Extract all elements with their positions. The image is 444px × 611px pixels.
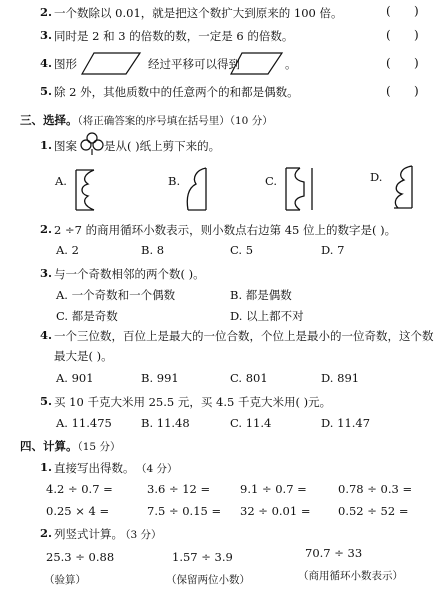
option-label[interactable]: D. 891	[321, 371, 360, 385]
option-label[interactable]: D.	[370, 170, 383, 184]
parallelogram-figure	[80, 50, 142, 76]
option-label[interactable]: A. 2	[56, 243, 79, 257]
option-label[interactable]: A. 901	[56, 371, 94, 385]
question-text-line2: 最大是( )。	[54, 349, 113, 363]
question-text: 2 ÷7 的商用循环小数表示，则小数点右边第 45 位上的数字是( )。	[54, 223, 397, 237]
option-label[interactable]: B. 8	[141, 243, 165, 257]
judge-text: 同时是 2 和 3 的倍数的数，一定是 6 的倍数。	[54, 29, 294, 43]
question-text: 与一个奇数相邻的两个数( )。	[54, 267, 205, 281]
question-number: 1.	[40, 460, 53, 474]
option-label[interactable]: C. 都是奇数	[56, 309, 118, 323]
calc-note: （验算）	[44, 574, 86, 586]
question-number: 2.	[40, 222, 53, 236]
fold-shape-a[interactable]	[70, 168, 102, 212]
parallelogram-figure-result	[228, 50, 284, 76]
option-label[interactable]: A.	[55, 174, 67, 188]
calc-item: 3.6 ÷ 12 =	[147, 482, 211, 496]
option-label[interactable]: A. 一个奇数和一个偶数	[56, 288, 176, 302]
vertical-calc-item: 25.3 ÷ 0.88	[46, 550, 115, 564]
question-number: 1.	[40, 138, 53, 152]
option-label[interactable]: B.	[168, 174, 181, 188]
question-text-line1: 一个三位数，百位上是最大的一位合数，个位上是最小的一位奇数，这个数	[54, 329, 434, 343]
question-score: （3 分）	[120, 529, 162, 541]
fold-shape-d[interactable]	[384, 164, 418, 210]
option-label[interactable]: D. 以上都不对	[230, 309, 304, 323]
calc-note: （保留两位小数）	[166, 574, 250, 586]
judge-text: 一个数除以 0.01，就是把这个数扩大到原来的 100 倍。	[54, 6, 343, 20]
calc-item: 0.52 ÷ 52 =	[338, 504, 409, 518]
judge-number: 5.	[40, 84, 53, 98]
option-label[interactable]: B. 都是偶数	[230, 288, 292, 302]
question-text-pre: 图案	[54, 139, 77, 153]
calc-item: 32 ÷ 0.01 =	[240, 504, 311, 518]
question-number: 4.	[40, 328, 53, 342]
option-label[interactable]: D. 7	[321, 243, 345, 257]
question-text: 列竖式计算。	[54, 527, 123, 541]
option-label[interactable]: C. 801	[230, 371, 268, 385]
judge-number: 3.	[40, 28, 53, 42]
judge-number: 4.	[40, 56, 53, 70]
question-text-post: 是从( )纸上剪下来的。	[104, 139, 221, 153]
vertical-calc-item: 70.7 ÷ 33	[305, 546, 363, 560]
vertical-calc-item: 1.57 ÷ 3.9	[172, 550, 233, 564]
section-heading: 三、选择。（将正确答案的序号填在括号里）（10 分）	[20, 113, 273, 127]
option-label[interactable]: B. 991	[141, 371, 179, 385]
question-text: 直接写出得数。	[54, 461, 135, 475]
calc-item: 7.5 ÷ 0.15 =	[147, 504, 222, 518]
judge-text-post: 。	[285, 57, 297, 71]
option-label[interactable]: A. 11.475	[56, 416, 112, 430]
cloud-pattern-icon	[80, 131, 104, 157]
calc-item: 9.1 ÷ 0.7 =	[240, 482, 307, 496]
calc-note: （商用循环小数表示）	[298, 570, 403, 582]
judge-number: 2.	[40, 5, 53, 19]
fold-shape-b[interactable]	[180, 166, 214, 212]
calc-item: 0.25 × 4 =	[46, 504, 110, 518]
option-label[interactable]: C.	[265, 174, 278, 188]
section-heading: 四、计算。（15 分）	[20, 439, 121, 453]
judge-text-pre: 图形	[54, 57, 77, 71]
question-number: 5.	[40, 394, 53, 408]
calc-item: 4.2 ÷ 0.7 =	[46, 482, 113, 496]
calc-item: 0.78 ÷ 0.3 =	[338, 482, 413, 496]
option-label[interactable]: D. 11.47	[321, 416, 371, 430]
option-label[interactable]: C. 5	[230, 243, 254, 257]
option-label[interactable]: C. 11.4	[230, 416, 272, 430]
question-score: （4 分）	[136, 463, 178, 475]
judge-text-mid: 经过平移可以得到	[148, 57, 240, 71]
question-text: 买 10 千克大米用 25.5 元，买 4.5 千克大米用( )元。	[54, 395, 332, 409]
option-label[interactable]: B. 11.48	[141, 416, 190, 430]
judge-text: 除 2 外，其他质数中的任意两个的和都是偶数。	[54, 85, 299, 99]
fold-shape-c[interactable]	[282, 166, 318, 212]
question-number: 2.	[40, 526, 53, 540]
question-number: 3.	[40, 266, 53, 280]
